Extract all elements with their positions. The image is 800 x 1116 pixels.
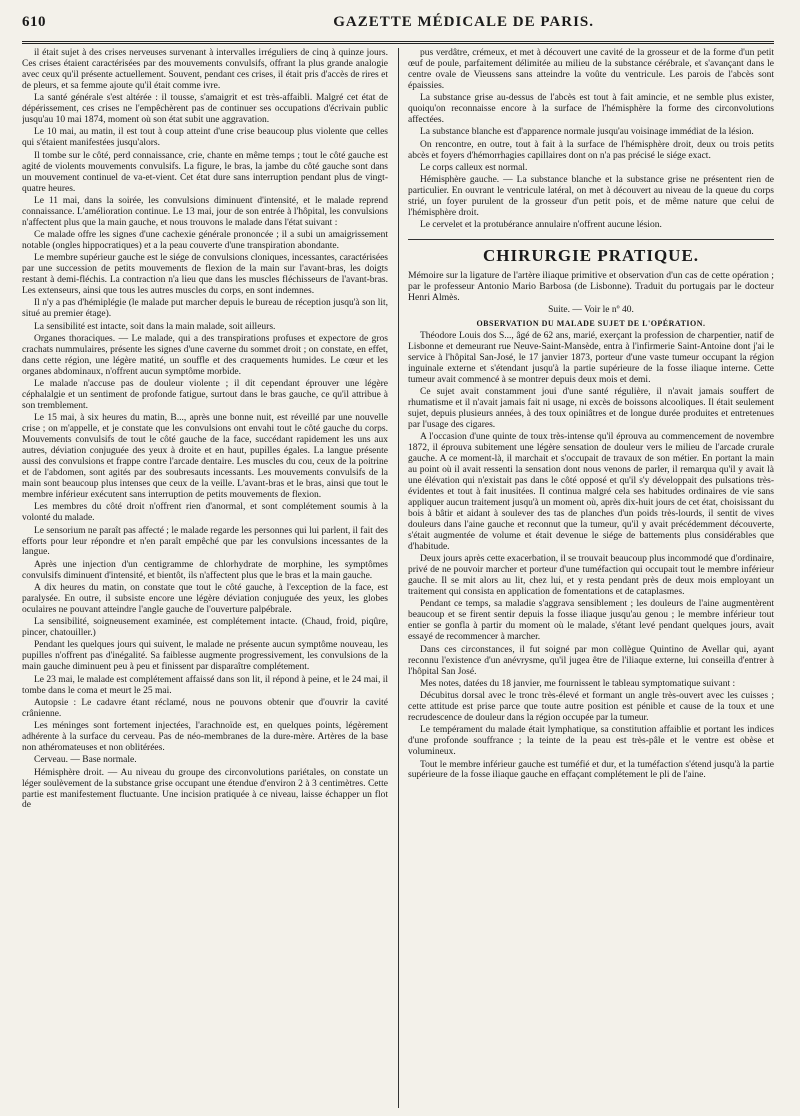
paragraph: La substance blanche est d'apparence normale jusqu'au voisinage immédiat de la lésion. [420, 127, 754, 138]
two-column-body [22, 48, 774, 1108]
paragraph: Théodore Louis dos S..., âgé de 62 ans, marié, exerçant la profession de charpentier, natif de Lisbonne et demeurant rue Neuve-Saint-Mansède, entra à l'infirmerie Saint-Antoine dont j'ai le service à l'hôpital San-José, le 17 janvier 1873, porteur d'une vaste tumeur occupant la région inguinale externe et s'étendant jusqu'à la partie supérieure de la fosse iliaque interne. Cette tumeur avait commencé à se montrer depuis deux mois et demi. [408, 331, 774, 385]
paragraph: Hémisphère gauche. — La substance blanche et la substance grise ne présentent rien de particulier. En ouvrant le ventricule latéral, on met à découvert au niveau de la queue du corps strié, un foyer purulent de la grosseur d'un petit pois, et de même nature que celui de l'hémisphère droit. [408, 175, 774, 219]
paragraph: Il tombe sur le côté, perd connaissance, crie, chante en même temps ; tout le côté gauche est agité de violents mouvements convulsifs. La figure, le bras, la jambe du côté gauche sont dans un mouvement continuel de va-et-vient. Cet état dure sans interruption pendant plus de vingt-quatre heures. [22, 150, 388, 194]
paragraph: Pendant les quelques jours qui suivent, le malade ne présente aucun symptôme nouveau, les pupilles n'offrent pas d'inégalité. Sa faiblesse augmente progressivement, les convulsions de la main gauche diminuent peu à peu et finissent par disparaître complétement. [22, 640, 388, 673]
paragraph: Tout le membre inférieur gauche est tuméfié et dur, et la tuméfaction s'étend jusqu'à la partie supérieure de la fosse iliaque gauche en effaçant complétement le pli de l'aine. [408, 759, 774, 781]
paragraph: Ce sujet avait constamment joui d'une santé régulière, il n'avait jamais souffert de rhumatisme et il n'avait jamais fait ni usage, ni excès de boissons alcooliques. Il était seulement sujet, depuis plusieurs années, à des toux opiniâtres et de longue durée produites et entretenues par l'usage des cigares. [408, 387, 774, 431]
paragraph: Dans ces circonstances, il fut soigné par mon collègue Quintino de Avellar qui, ayant reconnu l'existence d'un anévrysme, qu'il jugea être de l'iliaque externe, lui conseilla d'entrer à l'hôpital San José. [408, 644, 774, 677]
continuation-note: Suite. — Voir le nº 40. [548, 304, 634, 315]
column-divider [398, 48, 399, 1108]
paragraph: Le 15 mai, à six heures du matin, B..., après une bonne nuit, est réveillé par une nouvelle crise ; on m'appelle, et je constate que les convulsions ont envahi tout le côté gauche du corps. Mouvements convulsifs de tout le côté gauche de la face, succédant rapidement les uns aux autres, déviation conjuguée des yeux à droite et en haut, pupilles égales. La langue présente aussi des convulsions et frappe contre l'arcade dentaire. Les muscles du cou, ceux de la poitrine et de l'abdomen, sont agités par des soubresauts incessants. Les mouvements convulsifs de la main sont beaucoup plus intenses que ceux de la veille. L'avant-bras et le bras, ainsi que tout le membre inférieur exécutent sans interruption de petits mouvements de flexion. [22, 413, 388, 501]
page-header [22, 14, 774, 38]
paragraph: La substance grise au-dessus de l'abcès est tout à fait amincie, et ne semble plus exister, quoiqu'on reconnaisse encore à la surface de l'hémisphère la forme des circonvolutions affectées. [408, 93, 774, 126]
paragraph: Pendant ce temps, sa maladie s'aggrava sensiblement ; les douleurs de l'aine augmentèrent beaucoup et se firent sentir depuis la fosse iliaque jusqu'au genou ; le membre inférieur tout entier se gonfla à partir du moment où le malade, s'étant levé pendant quelques jours, avait essayé de recommencer à marcher. [408, 599, 774, 643]
paragraph: Le sensorium ne paraît pas affecté ; le malade regarde les personnes qui lui parlent, il fait des efforts pour leur répondre et n'en paraît empêché que par les convulsions incessantes de la langue. [22, 525, 388, 558]
paragraph: La sensibilité est intacte, soit dans la main malade, soit ailleurs. [34, 321, 276, 332]
paragraph: Décubitus dorsal avec le tronc très-élevé et formant un angle très-ouvert avec les cuisses ; cette attitude est prise parce que toute autre position est pénible et cause de la toux et une recrudescence de douleur dans la région occupée par la tumeur. [408, 691, 774, 724]
header-rule [22, 41, 774, 44]
paragraph: Il n'y a pas d'hémiplégie (le malade put marcher depuis le bureau de réception jusqu'à son lit, situé au premier étage). [22, 298, 388, 320]
left-column [22, 48, 388, 1108]
article-title: Mémoire sur la ligature de l'artère iliaque primitive et observation d'un cas de cette opération ; par le professeur Antonio Mario Barbosa (de Lisbonne). Traduit du portugais par le docteur Henri Almès. [408, 269, 774, 304]
paragraph: Le membre supérieur gauche est le siége de convulsions cloniques, incessantes, caractérisées par une succession de petits mouvements de flexion de la main sur l'avant-bras, les doigts restant à demi-fléchis. La contraction n'a lieu que dans les muscles fléchisseurs de l'avant-bras. Les extenseurs, ainsi que tous les autres muscles du corps, en sont indemnes. [22, 253, 388, 297]
observation-heading: OBSERVATION DU MALADE SUJET DE L'OPÉRATION. [476, 318, 706, 328]
paragraph: La santé générale s'est altérée : il tousse, s'amaigrit et est très-affaibli. Malgré cet état de dépérissement, ces crises ne l'empêchèrent pas de continuer ses occupations d'écrivain public jusqu'au 10 mai 1874, moment où son état subit une aggravation. [22, 93, 388, 126]
section-title: CHIRURGIE PRATIQUE. [408, 239, 774, 266]
paragraph: Le malade n'accuse pas de douleur violente ; il dit cependant éprouver une légère céphalalgie et un sentiment de profonde fatigue, surtout dans le bras gauche, ce qu'il attribue à son tremblement. [22, 379, 388, 411]
paragraph: La sensibilité, soigneusement examinée, est complétement intacte. (Chaud, froid, piqûre, pincer, chatouiller.) [22, 617, 388, 639]
right-column [408, 48, 774, 1108]
paragraph: Cerveau. — Base normale. [34, 755, 137, 766]
paragraph: Les membres du côté droit n'offrent rien d'anormal, et sont complétement soumis à la volonté du malade. [22, 502, 388, 524]
paragraph: Mes notes, datées du 18 janvier, me fournissent le tableau symptomatique suivant : [420, 678, 736, 689]
paragraph: A l'occasion d'une quinte de toux très-intense qu'il éprouva au commencement de novembre 1872, il éprouva subitement une légère sensation de douleur vers le milieu de l'arcade crurale gauche. A ce moment-là, il marchait et s'occupait de travaux de son métier. En portant la main au point où il avait ressenti la sensation dont nous venons de parler, il remarqua qu'il y avait là une élévation qui n'existait pas dans le côté opposé et qu'il s'y développait des pulsations très-évidentes et tout à fait inusitées. Il continua malgré cela ses habitudes ordinaires de vie sans appliquer aucun traitement jusqu'à un moment où, après dix-huit jours de cet état, choisissant du bois à bâtir et aidant à soulever des tas de planches d'un poids très-lourds, il sentit de vives douleurs dans l'aine gauche et reconnut que la tumeur, qu'il y avait précédemment découverte, s'était augmentée de volume et était devenue le siége de battements plus considérables que d'habitude. [408, 432, 774, 553]
page-number: 610 [22, 14, 46, 30]
paragraph: Autopsie : Le cadavre étant réclamé, nous ne pouvons obtenir que d'ouvrir la cavité crânienne. [22, 697, 388, 719]
paragraph: Deux jours après cette exacerbation, il se trouvait beaucoup plus incommodé que d'ordinaire, privé de ne pouvoir marcher et porteur d'une tuméfaction qui occupait tout le membre inférieur gauche. Il se mit alors au lit, chez lui, et y resta pendant près de deux mois employant un traitement qui consista en application de fomentations et de cataplasmes. [408, 554, 774, 598]
paragraph: Le tempérament du malade était lymphatique, sa constitution affaiblie et portant les indices d'une profonde souffrance ; la teinte de la peau est très-pâle et le ventre est obèse et volumineux. [408, 725, 774, 758]
paragraph: Le 10 mai, au matin, il est tout à coup atteint d'une crise beaucoup plus violente que celles qui s'étaient manifestées jusqu'alors. [22, 127, 388, 149]
paragraph: On rencontre, en outre, tout à fait à la surface de l'hémisphère droit, deux ou trois petits abcès et foyers d'hémorrhagies capillaires dont on n'a pas précisé le siége exact. [408, 139, 774, 161]
paragraph: Le 11 mai, dans la soirée, les convulsions diminuent d'intensité, et le malade reprend connaissance. L'amélioration continue. Le 13 mai, jour de son entrée à l'hôpital, les convulsions n'affectent plus que la main gauche, et nous trouvons le malade dans l'état suivant : [22, 195, 388, 228]
paragraph: Ce malade offre les signes d'une cachexie générale prononcée ; il a subi un amaigrissement notable (ongles hippocratiques) et a la peau couverte d'une transpiration abondante. [22, 229, 388, 251]
paragraph: Le 23 mai, le malade est complétement affaissé dans son lit, il répond à peine, et le 24 mai, il tombe dans le coma et meurt le 25 mai. [22, 674, 388, 696]
journal-title: GAZETTE MÉDICALE DE PARIS. [333, 14, 594, 30]
paragraph: Hémisphère droit. — Au niveau du groupe des circonvolutions pariétales, on constate un léger soulèvement de la substance grise occupant une étendue d'environ 2 à 3 centimètres. Cette partie est manifestement fluctuante. Une incision pratiquée à ce niveau, laisse échapper un flot de [22, 767, 388, 811]
paragraph: A dix heures du matin, on constate que tout le côté gauche, à l'exception de la face, est paralysée. En outre, il subsiste encore une légère déviation conjuguée des yeux, les globes oculaires ne pouvant atteindre l'angle gauche de l'ouverture palpébrale. [22, 582, 388, 615]
paragraph: il était sujet à des crises nerveuses survenant à intervalles irréguliers de cinq à quinze jours. Ces crises étaient caractérisées par des mouvements convulsifs, offrant la plus grande analogie avec ceux qu'il présente actuellement. Souvent, pendant ces crises, il était pris d'accès de rires et de pleurs, et sa femme ajoute qu'il était comme ivre. [22, 48, 388, 91]
paragraph: pus verdâtre, crémeux, et met à découvert une cavité de la grosseur et de la forme d'un petit œuf de poule, parfaitement délimitée au milieu de la substance cérébrale, et s'avançant dans le centre ovale de Vieussens sans atteindre la voûte du ventricule. Les parois de l'abcès sont épaissies. [408, 48, 774, 91]
paragraph: Le cervelet et la protubérance annulaire n'offrent aucune lésion. [420, 220, 662, 231]
paragraph: Le corps calleux est normal. [420, 162, 528, 173]
paragraph: Les méninges sont fortement injectées, l'arachnoïde est, en quelques points, légèrement adhérente à la surface du cerveau. Pas de néo-membranes de la dure-mère. Artères de la base non athéromateuses et non oblitérées. [22, 721, 388, 754]
paragraph: Après une injection d'un centigramme de chlorhydrate de morphine, les symptômes convulsifs diminuent d'intensité, et bientôt, ils n'affectent plus que le bras et la main gauche. [22, 559, 388, 581]
paragraph: Organes thoraciques. — Le malade, qui a des transpirations profuses et expectore de gros crachats nummulaires, présente les signes d'une caverne du sommet droit ; on constate, en effet, dans cette région, une légère matité, un souffle et des craquements humides. Le cœur et les organes abdominaux, n'offrent aucun symptôme morbide. [22, 333, 388, 377]
